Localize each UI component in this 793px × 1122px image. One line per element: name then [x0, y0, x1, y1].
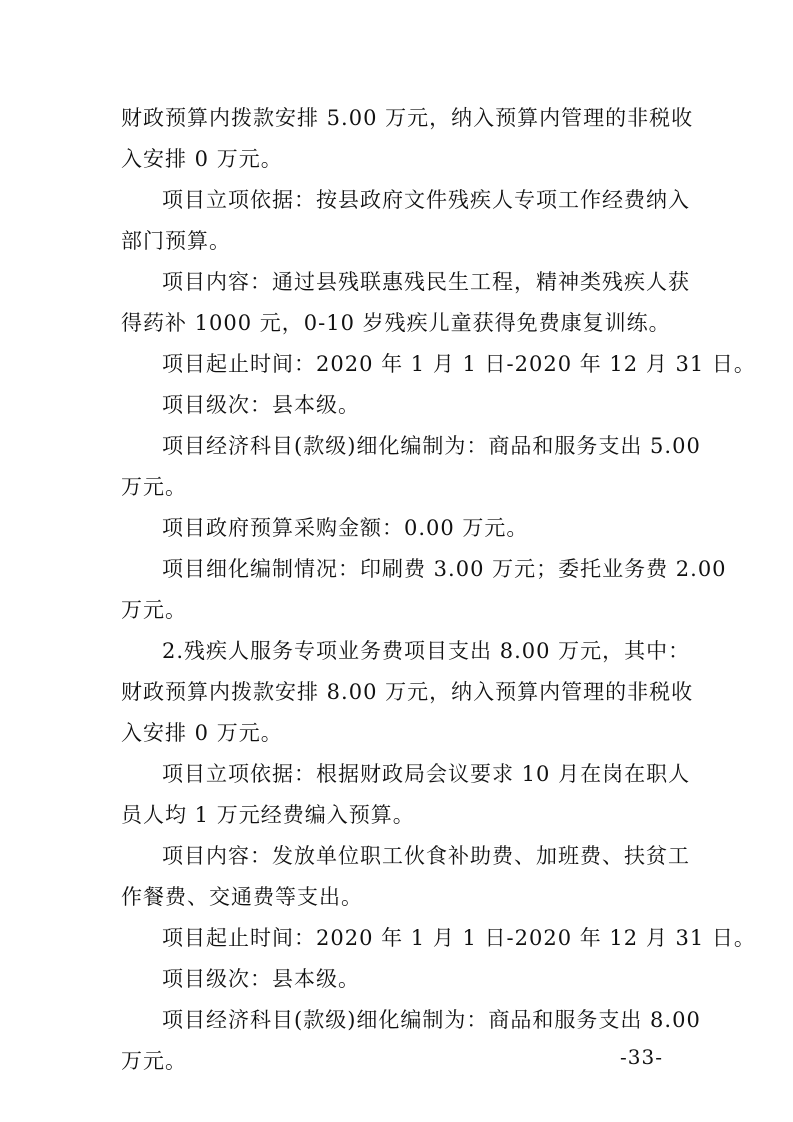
text-line: 项目细化编制情况：印刷费 3.00 万元；委托业务费 2.00 — [162, 557, 727, 581]
text-line: 部门预算。 — [121, 229, 231, 253]
text-line: 项目经济科目(款级)细化编制为：商品和服务支出 8.00 — [162, 1008, 701, 1032]
text-line: 入安排 0 万元。 — [121, 147, 283, 171]
text-line: 员人均 1 万元经费编入预算。 — [121, 803, 415, 827]
text-line: 项目起止时间：2020 年 1 月 1 日-2020 年 12 月 31 日。 — [162, 352, 756, 376]
text-line: 入安排 0 万元。 — [121, 721, 283, 745]
text-line: 项目起止时间：2020 年 1 月 1 日-2020 年 12 月 31 日。 — [162, 926, 756, 950]
text-line: 万元。 — [121, 598, 187, 622]
text-line: 项目立项依据：按县政府文件残疾人专项工作经费纳入 — [162, 188, 690, 212]
page-number: -33- — [620, 1045, 663, 1069]
text-line: 项目立项依据：根据财政局会议要求 10 月在岗在职人 — [162, 762, 691, 786]
text-line: 项目级次：县本级。 — [162, 393, 360, 417]
text-line: 项目经济科目(款级)细化编制为：商品和服务支出 5.00 — [162, 434, 701, 458]
text-line: 项目内容：通过县残联惠残民生工程，精神类残疾人获 — [162, 270, 690, 294]
text-line: 万元。 — [121, 475, 187, 499]
text-line: 财政预算内拨款安排 8.00 万元，纳入预算内管理的非税收 — [121, 680, 694, 704]
text-line: 作餐费、交通费等支出。 — [121, 885, 363, 909]
text-line: 项目级次：县本级。 — [162, 967, 360, 991]
text-line: 2.残疾人服务专项业务费项目支出 8.00 万元，其中： — [162, 639, 691, 663]
text-line: 得药补 1000 元，0-10 岁残疾儿童获得免费康复训练。 — [121, 311, 671, 335]
text-line: 万元。 — [121, 1049, 187, 1073]
text-line: 项目政府预算采购金额：0.00 万元。 — [162, 516, 529, 540]
text-line: 财政预算内拨款安排 5.00 万元，纳入预算内管理的非税收 — [121, 106, 694, 130]
text-line: 项目内容：发放单位职工伙食补助费、加班费、扶贫工 — [162, 844, 690, 868]
